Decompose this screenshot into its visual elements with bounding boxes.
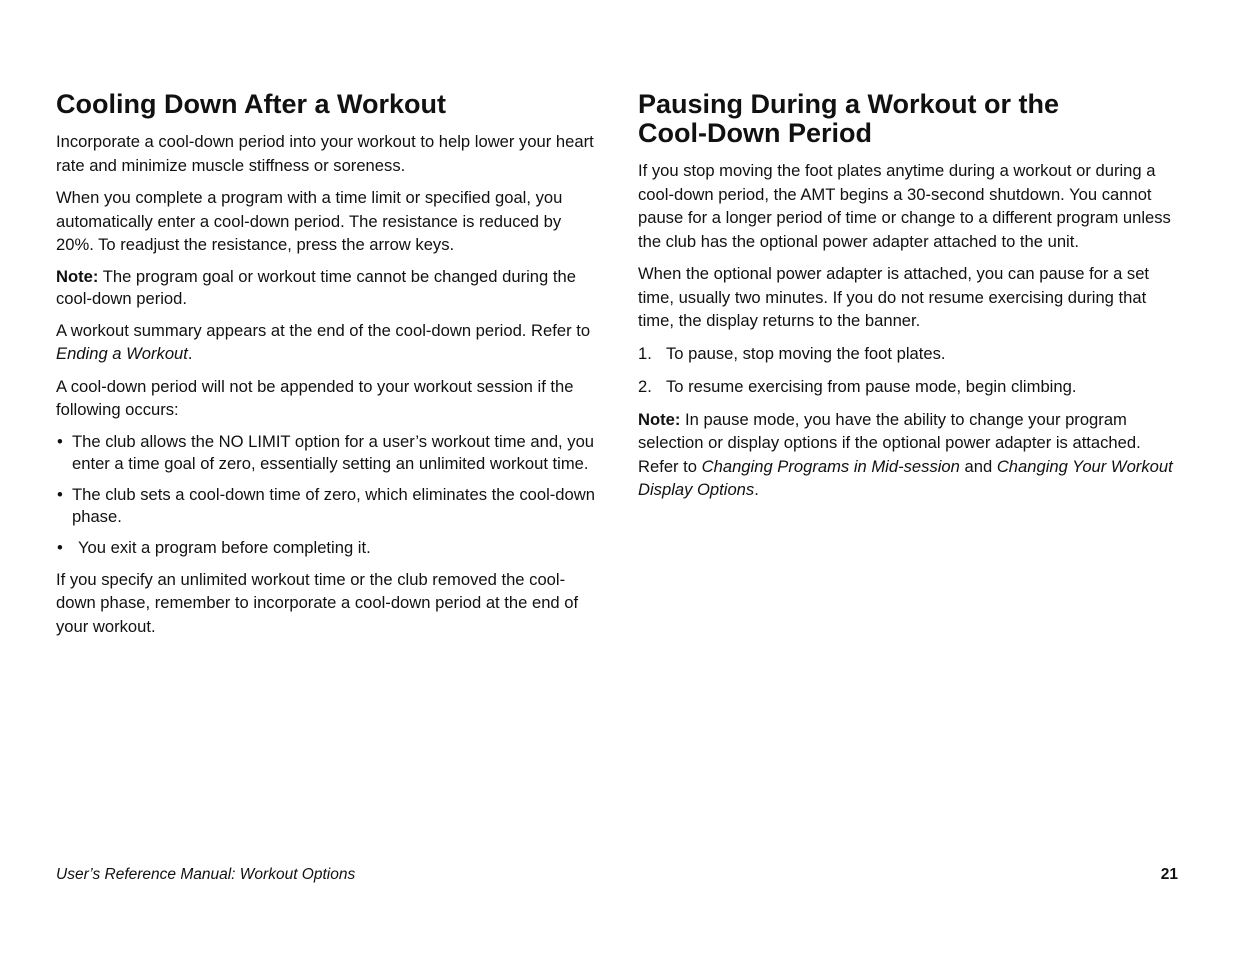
paragraph-intro: Incorporate a cool-down period into your workout to help lower your heart rate and minimize muscle stiffness or soreness. — [56, 132, 594, 175]
step-number: 1. — [638, 343, 652, 363]
paragraph-unlimited-workout: If you specify an unlimited workout time or the club removed the cool-down phase, remember to incorporate a cool-down period at the end of your workout. — [56, 569, 579, 636]
step-text: To pause, stop moving the foot plates. — [666, 343, 946, 363]
heading-line: Cool-Down Period — [638, 118, 872, 148]
paragraph-workout-summary — [56, 319, 596, 366]
cross-reference-ending-a-workout: Ending a Workout — [56, 344, 188, 363]
step-text: To resume exercising from pause mode, begin climbing. — [666, 376, 1077, 396]
heading-line: Pausing During a Workout or the — [638, 89, 1060, 119]
cross-reference-display-options: Changing Your Workout Display Options — [638, 456, 1173, 499]
list-item — [638, 342, 1180, 365]
list-item-text: The club allows the NO LIMIT option for a user’s workout time and, you enter a time goal of zero, essentially setting an unlimited workout time. — [72, 431, 595, 473]
paragraph-power-adapter: When the optional power adapter is attached, you can pause for a set time, usually two minutes. If you do not resume exercising during that time, the display returns to the banner. — [638, 264, 1150, 330]
left-column — [56, 90, 596, 647]
list-item — [638, 375, 1180, 398]
list-item — [56, 537, 596, 559]
list-item — [56, 484, 596, 528]
numbered-list-pause-steps — [638, 342, 1180, 398]
paragraph-text: A workout summary appears at the end of the cool-down period. Refer to — [56, 320, 591, 340]
note-text: . — [754, 480, 759, 499]
section-heading-pausing — [638, 90, 1180, 148]
paragraph-shutdown: If you stop moving the foot plates anytime during a workout or during a cool-down period, the AMT begins a 30-second shutdown. You cannot pause for a longer period of time or change to a different program unless the club has the optional power adapter attached to the unit. — [638, 161, 1171, 251]
paragraph-conditions: A cool-down period will not be appended to your workout session if the following occurs: — [56, 376, 574, 419]
list-item-text: You exit a program before completing it. — [78, 537, 371, 557]
paragraph-cool-down-entry: When you complete a program with a time limit or specified goal, you automatically enter a cool-down period. The resistance is reduced by 20%. To readjust the resistance, press the arrow keys. — [56, 188, 563, 254]
paragraph-text: . — [187, 344, 193, 363]
bullet-marker: • — [57, 431, 63, 451]
note-text: In pause mode, you have the ability to change your program selection or display options if the optional power adapter is attached. Refer to — [638, 409, 1141, 476]
note-label: Note: — [56, 266, 99, 286]
bullet-marker: • — [57, 484, 63, 504]
bullet-marker: • — [57, 537, 63, 557]
note-text: The program goal or workout time cannot be changed during the cool-down period. — [56, 266, 576, 308]
note-text: and — [959, 456, 997, 476]
note-pause-mode — [638, 408, 1180, 502]
footer-manual-title: User’s Reference Manual: Workout Options — [56, 866, 356, 883]
section-heading-cooling-down: Cooling Down After a Workout — [56, 89, 446, 119]
step-number: 2. — [638, 376, 652, 396]
note-cool-down — [56, 266, 596, 310]
list-item — [56, 431, 596, 475]
bullet-list-conditions — [56, 431, 596, 559]
cross-reference-changing-programs: Changing Programs in Mid-session — [701, 456, 960, 476]
right-column — [638, 90, 1180, 511]
page-number: 21 — [1160, 866, 1178, 883]
note-label: Note: — [638, 409, 681, 429]
list-item-text: The club sets a cool-down time of zero, which eliminates the cool-down phase. — [72, 484, 595, 526]
